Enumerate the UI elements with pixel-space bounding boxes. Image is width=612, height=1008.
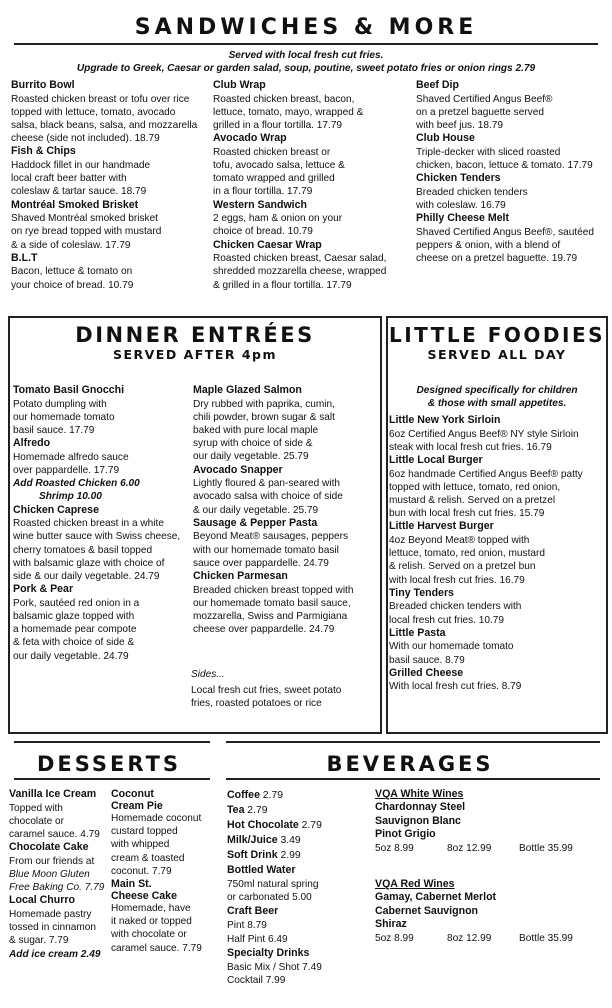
menu-item bbox=[13, 504, 195, 584]
item-desc: Breaded chicken breast topped with bbox=[193, 584, 354, 596]
beverage-item bbox=[227, 788, 367, 803]
item-name: Cream Pie bbox=[111, 800, 163, 812]
beverage-name: Bottled Water bbox=[227, 864, 296, 876]
beverage-name: Craft Beer bbox=[227, 905, 279, 918]
menu-item bbox=[416, 212, 611, 265]
wine-price: 5oz 8.99 bbox=[375, 842, 414, 854]
item-desc: tofu, avocado salsa, lettuce & bbox=[213, 160, 345, 171]
sandwiches-col-3 bbox=[416, 79, 611, 265]
item-name: Local Churro bbox=[9, 894, 75, 907]
desserts-title: DESSERTS bbox=[36, 752, 182, 776]
item-extra: Shrimp 10.00 bbox=[39, 491, 102, 503]
item-desc: & a side of coleslaw. 17.79 bbox=[11, 239, 131, 251]
item-desc: 6oz handmade Certified Angus Beef® patty bbox=[389, 468, 583, 480]
beverage-price: 2.79 bbox=[301, 820, 322, 831]
foodies-intro-2: & those with small appetites. bbox=[427, 398, 567, 409]
item-desc: with balsamic glaze with choice of bbox=[13, 557, 165, 569]
item-desc: coconut. 7.79 bbox=[111, 865, 172, 877]
beverage-row bbox=[227, 818, 367, 833]
menu-item bbox=[193, 384, 379, 464]
wine-white-prices bbox=[375, 842, 605, 855]
wine-red-prices bbox=[375, 932, 605, 945]
item-desc: mozzarella, Swiss and Parmigiana bbox=[193, 611, 348, 623]
item-name: Little Pasta bbox=[389, 626, 446, 639]
item-name: Maple Glazed Salmon bbox=[193, 384, 302, 396]
beverage-row bbox=[227, 788, 367, 803]
beverage-row bbox=[227, 904, 367, 919]
item-desc: avocado salsa with choice of side bbox=[193, 491, 343, 503]
beverage-row bbox=[227, 803, 367, 818]
item-name: Main St. bbox=[111, 878, 152, 891]
item-desc: Beyond Meat® sausages, peppers bbox=[193, 531, 349, 543]
item-desc: side & our daily vegetable. 24.79 bbox=[13, 571, 160, 583]
item-desc: caramel sauce. 7.79 bbox=[111, 942, 202, 954]
beverage-row bbox=[227, 833, 367, 848]
item-name: Tiny Tenders bbox=[389, 586, 454, 599]
wine-white-heading: VQA White Wines bbox=[375, 788, 464, 800]
wine-price: 8oz 12.99 bbox=[447, 842, 492, 854]
wine-price: Bottle 35.99 bbox=[519, 932, 573, 944]
item-desc: Homemade alfredo sauce bbox=[13, 451, 129, 463]
beverage-name: Hot Chocolate bbox=[227, 819, 299, 831]
item-desc: tossed in cinnamon bbox=[9, 922, 96, 934]
item-name: Burrito Bowl bbox=[11, 79, 75, 91]
dinner-sides-label: Sides... bbox=[191, 669, 225, 680]
item-desc: & our daily vegetable. 25.79 bbox=[193, 504, 319, 516]
item-name: Avocado Snapper bbox=[193, 463, 283, 476]
item-desc: topped with lettuce, tomato, red onion, bbox=[389, 481, 561, 493]
item-desc: Potato dumpling with bbox=[13, 398, 107, 410]
menu-item bbox=[9, 788, 113, 841]
item-desc: our homemade tomato basil sauce, bbox=[193, 597, 351, 609]
wine-red-name: Gamay, Cabernet Merlot bbox=[375, 891, 497, 904]
item-desc: our daily vegetable. 24.79 bbox=[13, 650, 129, 662]
wine-white bbox=[375, 788, 605, 855]
menu-item bbox=[213, 239, 413, 292]
dinner-subtitle: SERVED AFTER 4pm bbox=[112, 347, 278, 362]
item-name: Grilled Cheese bbox=[389, 666, 464, 679]
item-desc: with local fresh cut fries. 16.79 bbox=[389, 574, 525, 586]
item-desc: Topped with bbox=[9, 802, 63, 814]
item-name: Coconut bbox=[111, 788, 154, 800]
item-name: Little Harvest Burger bbox=[389, 520, 494, 533]
dinner-col-1 bbox=[13, 384, 195, 663]
menu-item bbox=[13, 583, 195, 663]
wine-price: 8oz 12.99 bbox=[447, 932, 492, 944]
item-name: Little New York Sirloin bbox=[389, 414, 501, 426]
item-name: Tomato Basil Gnocchi bbox=[13, 384, 125, 396]
beverage-price: 2.79 bbox=[247, 805, 268, 816]
dinner-sides-line-1: Local fresh cut fries, sweet potato bbox=[191, 685, 342, 697]
item-desc: chocolate or bbox=[9, 815, 64, 827]
wine-price: 5oz 8.99 bbox=[375, 932, 414, 944]
item-desc: & sugar. 7.79 bbox=[9, 935, 69, 947]
sandwiches-note-2: Upgrade to Greek, Caesar or garden salad, soup, poutine, sweet potato fries or onion rings 2.79 bbox=[76, 63, 536, 74]
item-desc: Free Baking Co. 7.79 bbox=[9, 882, 105, 894]
beverages-col-1 bbox=[227, 788, 367, 987]
dinner-title: DINNER ENTRÉES bbox=[75, 323, 315, 347]
menu-item bbox=[213, 79, 413, 132]
item-desc: cherry tomatoes & basil topped bbox=[13, 544, 153, 556]
wine-price: Bottle 35.99 bbox=[519, 842, 573, 854]
menu-item bbox=[389, 667, 607, 694]
beverage-desc: Basic Mix / Shot 7.49 bbox=[227, 961, 322, 973]
beverage-item bbox=[227, 848, 367, 863]
wine-red-heading: VQA Red Wines bbox=[375, 878, 455, 890]
item-desc: wine butter sauce with Swiss cheese, bbox=[13, 531, 181, 543]
item-extra: Add ice cream 2.49 bbox=[9, 948, 101, 960]
foodies-title: LITTLE FOODIES bbox=[388, 323, 606, 347]
beverage-row bbox=[227, 863, 367, 878]
item-desc: coleslaw & tartar sauce. 18.79 bbox=[11, 186, 147, 198]
item-desc: Shaved Certified Angus Beef®, sautéed bbox=[416, 226, 595, 238]
wine-red bbox=[375, 878, 605, 945]
item-name: Philly Cheese Melt bbox=[416, 212, 510, 225]
menu-item bbox=[416, 132, 611, 172]
beverage-item bbox=[227, 818, 367, 833]
item-desc: & feta with choice of side & bbox=[13, 637, 135, 649]
menu-item bbox=[389, 454, 607, 520]
item-desc: Blue Moon Gluten bbox=[9, 869, 90, 880]
sandwiches-rule bbox=[14, 43, 598, 45]
item-desc: Breaded chicken tenders bbox=[416, 186, 528, 198]
wine-white-name: Sauvignon Blanc bbox=[375, 814, 461, 827]
item-desc: our daily vegetable. 25.79 bbox=[193, 451, 309, 463]
item-desc: caramel sauce. 4.79 bbox=[9, 829, 100, 840]
dinner-sides bbox=[191, 668, 377, 711]
item-desc: choice of bread. 10.79 bbox=[213, 226, 313, 238]
foodies-items bbox=[389, 414, 607, 694]
wine-white-name: Chardonnay Steel bbox=[375, 801, 466, 814]
menu-item bbox=[9, 841, 113, 894]
desserts-col-2 bbox=[111, 788, 221, 955]
item-name: B.L.T bbox=[11, 251, 38, 264]
beverage-name: Coffee bbox=[227, 789, 260, 801]
item-desc: cheese over pappardelle. 24.79 bbox=[193, 624, 335, 636]
item-name: Fish & Chips bbox=[11, 145, 76, 158]
menu-item bbox=[193, 517, 379, 570]
item-desc: it naked or topped bbox=[111, 916, 192, 928]
item-desc: mustard & relish. Served on a pretzel bbox=[389, 495, 556, 506]
item-desc: Homemade coconut bbox=[111, 813, 202, 824]
dinner-box bbox=[8, 316, 382, 734]
item-desc: with chocolate or bbox=[111, 929, 187, 941]
item-name: Club Wrap bbox=[213, 79, 266, 91]
item-desc: with coleslaw. 16.79 bbox=[416, 200, 506, 211]
beverage-desc: Pint 8.79 bbox=[227, 920, 267, 932]
menu-item bbox=[416, 172, 611, 212]
item-desc: on rye bread topped with mustard bbox=[11, 226, 162, 238]
item-desc: bun with local fresh cut fries. 15.79 bbox=[389, 508, 545, 520]
item-desc: With our homemade tomato bbox=[389, 641, 514, 653]
item-name: Club House bbox=[416, 132, 475, 145]
item-desc: Haddock fillet in our handmade bbox=[11, 160, 151, 171]
item-desc: syrup with choice of side & bbox=[193, 438, 313, 450]
beverage-price: 2.79 bbox=[262, 790, 284, 801]
item-desc: shredded mozzarella cheese, wrapped bbox=[213, 266, 387, 278]
menu-item bbox=[389, 520, 607, 586]
item-desc: cream & toasted bbox=[111, 852, 185, 864]
beverage-item bbox=[227, 904, 367, 945]
item-desc: Roasted chicken breast, bacon, bbox=[213, 93, 355, 105]
beverage-name: Soft Drink bbox=[227, 849, 278, 861]
item-desc: local fresh cut fries. 10.79 bbox=[389, 614, 505, 626]
item-desc: steak with local fresh cut fries. 16.79 bbox=[389, 441, 552, 453]
item-desc: chili powder, brown sugar & salt bbox=[193, 411, 335, 423]
item-extra: Add Roasted Chicken 6.00 bbox=[13, 478, 140, 490]
menu-item bbox=[389, 627, 607, 667]
item-desc: With local fresh cut fries. 8.79 bbox=[389, 681, 522, 693]
item-desc: with beef jus. 18.79 bbox=[416, 120, 503, 131]
foodies-box bbox=[386, 316, 608, 734]
item-name: Avocado Wrap bbox=[213, 132, 287, 145]
menu-item bbox=[213, 132, 413, 198]
item-desc: Triple-decker with sliced roasted bbox=[416, 146, 561, 158]
item-desc: your choice of bread. 10.79 bbox=[11, 279, 134, 291]
beverage-item bbox=[227, 863, 367, 904]
beverage-desc: Half Pint 6.49 bbox=[227, 933, 288, 945]
item-desc: chicken, bacon, lettuce & tomato. 17.79 bbox=[416, 160, 593, 171]
item-name: Chicken Tenders bbox=[416, 172, 501, 185]
menu-item bbox=[193, 570, 379, 636]
menu-item bbox=[11, 145, 216, 198]
beverages-title: BEVERAGES bbox=[326, 752, 494, 776]
beverage-item bbox=[227, 946, 367, 987]
sandwiches-note-1: Served with local fresh cut fries. bbox=[228, 50, 384, 61]
item-desc: Roasted chicken breast or bbox=[213, 146, 331, 158]
item-desc: tomato wrapped and grilled bbox=[213, 173, 335, 185]
item-name: Pork & Pear bbox=[13, 583, 74, 596]
beverage-item bbox=[227, 833, 367, 848]
item-name: Chicken Caprese bbox=[13, 503, 99, 516]
item-desc: From our friends at bbox=[9, 855, 95, 867]
beverage-price: 3.49 bbox=[280, 835, 301, 846]
menu-item bbox=[193, 464, 379, 517]
beverage-desc: 750ml natural spring bbox=[227, 879, 319, 890]
foodies-subtitle: SERVED ALL DAY bbox=[427, 347, 567, 362]
beverage-name: Tea bbox=[227, 804, 245, 816]
item-desc: cheese (side not included). 18.79 bbox=[11, 133, 160, 145]
item-desc: 2 eggs, ham & onion on your bbox=[213, 213, 343, 225]
menu-item bbox=[416, 79, 611, 132]
item-desc: peppers & onion, with a blend of bbox=[416, 240, 561, 251]
item-desc: topped with lettuce, tomato, avocado bbox=[11, 106, 176, 118]
item-desc: with whipped bbox=[111, 839, 170, 851]
item-desc: cheese on a pretzel baguette. 19.79 bbox=[416, 253, 578, 265]
item-desc: Breaded chicken tenders with bbox=[389, 601, 522, 613]
item-desc: Roasted chicken breast in a white bbox=[13, 518, 164, 530]
desserts-col-1 bbox=[9, 788, 113, 961]
beverage-item bbox=[227, 803, 367, 818]
item-desc: sauce over pappardelle. 24.79 bbox=[193, 557, 329, 569]
item-name: Chicken Caesar Wrap bbox=[213, 238, 322, 251]
item-name: Chicken Parmesan bbox=[193, 570, 288, 583]
item-desc: Roasted chicken breast, Caesar salad, bbox=[213, 253, 387, 265]
item-desc: local craft beer batter with bbox=[11, 173, 127, 185]
item-desc: with our homemade tomato basil bbox=[193, 544, 339, 556]
item-desc: Roasted chicken breast or tofu over rice bbox=[11, 93, 190, 105]
item-desc: lettuce, tomato, red onion, mustard bbox=[389, 548, 545, 560]
menu-item bbox=[11, 199, 216, 252]
dinner-col-2 bbox=[193, 384, 379, 636]
item-name: Alfredo bbox=[13, 437, 51, 450]
item-name: Beef Dip bbox=[416, 79, 459, 91]
beverages-rule-top bbox=[226, 741, 600, 743]
menu-item bbox=[13, 437, 195, 503]
item-desc: & grilled in a flour tortilla. 17.79 bbox=[213, 279, 352, 291]
beverage-row bbox=[227, 848, 367, 863]
item-desc: balsamic glaze topped with bbox=[13, 611, 135, 623]
item-desc: lettuce, tomato, mayo, wrapped & bbox=[213, 106, 364, 118]
beverage-desc: Cocktail 7.99 bbox=[227, 975, 286, 987]
item-desc: our homemade tomato bbox=[13, 411, 115, 423]
menu-item bbox=[389, 414, 607, 454]
menu-item bbox=[213, 199, 413, 239]
dinner-sides-line-2: fries, roasted potatoes or rice bbox=[191, 698, 322, 710]
item-desc: Homemade pastry bbox=[9, 909, 92, 920]
desserts-rule-bottom bbox=[14, 778, 210, 780]
foodies-intro-1: Designed specifically for children bbox=[416, 385, 578, 396]
beverages-rule-bottom bbox=[226, 778, 600, 780]
item-desc: basil sauce. 17.79 bbox=[13, 425, 95, 436]
item-desc: & relish. Served on a pretzel bun bbox=[389, 561, 536, 573]
menu-item bbox=[111, 788, 221, 878]
sandwiches-col-2 bbox=[213, 79, 413, 292]
item-name: Vanilla Ice Cream bbox=[9, 788, 97, 800]
item-desc: on a pretzel baguette served bbox=[416, 106, 544, 118]
menu-item bbox=[11, 79, 216, 145]
item-desc: salsa, black beans, salsa, and mozzarella bbox=[11, 120, 198, 131]
item-name: Cheese Cake bbox=[111, 890, 177, 903]
wine-red-name: Shiraz bbox=[375, 918, 407, 931]
item-desc: 6oz Certified Angus Beef® NY style Sirloin bbox=[389, 428, 579, 440]
item-name: Montréal Smoked Brisket bbox=[11, 198, 139, 211]
beverage-desc: or carbonated 5.00 bbox=[227, 892, 312, 904]
beverage-row bbox=[227, 946, 367, 961]
item-desc: Dry rubbed with paprika, cumin, bbox=[193, 398, 335, 410]
item-name: Western Sandwich bbox=[213, 198, 307, 211]
item-desc: grilled in a flour tortilla. 17.79 bbox=[213, 120, 343, 131]
wine-white-name: Pinot Grigio bbox=[375, 828, 436, 841]
item-desc: Homemade, have bbox=[111, 903, 191, 915]
beverage-price: 2.99 bbox=[280, 850, 301, 861]
item-desc: a homemade pear compote bbox=[13, 624, 137, 636]
item-desc: basil sauce. 8.79 bbox=[389, 654, 465, 666]
menu-item bbox=[111, 878, 221, 955]
item-desc: Shaved Certified Angus Beef® bbox=[416, 93, 553, 105]
item-desc: Pork, sautéed red onion in a bbox=[13, 597, 140, 609]
menu-item bbox=[9, 894, 113, 960]
menu-item bbox=[13, 384, 195, 437]
item-desc: Lightly floured & pan-seared with bbox=[193, 478, 341, 490]
item-desc: 4oz Beyond Meat® topped with bbox=[389, 535, 530, 546]
item-desc: over pappardelle. 17.79 bbox=[13, 465, 120, 476]
sandwiches-title: SANDWICHES & MORE bbox=[134, 15, 478, 40]
beverage-name: Specialty Drinks bbox=[227, 946, 310, 959]
item-desc: Bacon, lettuce & tomato on bbox=[11, 266, 133, 278]
item-desc: in a flour tortilla. 17.79 bbox=[213, 186, 313, 198]
item-desc: baked with pure local maple bbox=[193, 425, 319, 436]
item-name: Little Local Burger bbox=[389, 454, 483, 466]
wine-red-name: Cabernet Sauvignon bbox=[375, 904, 479, 917]
beverage-name: Milk/Juice bbox=[227, 834, 278, 846]
item-name: Sausage & Pepper Pasta bbox=[193, 516, 318, 529]
item-name: Chocolate Cake bbox=[9, 841, 89, 854]
item-desc: custard topped bbox=[111, 826, 178, 838]
menu-item bbox=[389, 587, 607, 627]
menu-item bbox=[11, 252, 216, 292]
desserts-rule-top bbox=[14, 741, 210, 743]
item-desc: Shaved Montréal smoked brisket bbox=[11, 213, 158, 225]
sandwiches-col-1 bbox=[11, 79, 216, 292]
